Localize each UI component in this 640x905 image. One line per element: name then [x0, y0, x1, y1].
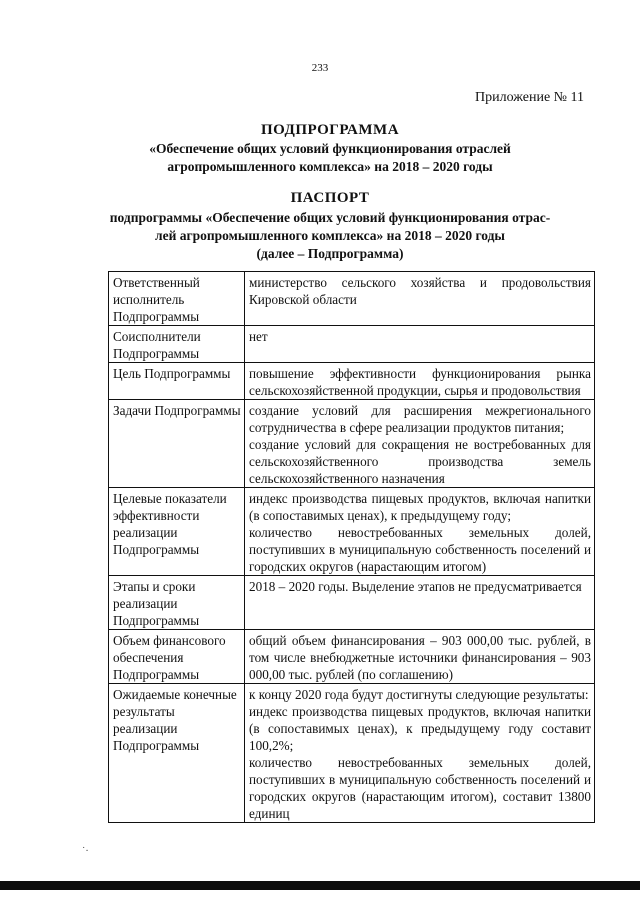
row-value	[245, 630, 595, 684]
row-label: Этапы и сроки реализации Подпрограммы	[109, 576, 245, 630]
table-row	[109, 400, 595, 488]
subprogram-title: ПОДПРОГРАММА	[260, 122, 400, 138]
row-value	[245, 363, 595, 400]
scan-speck: ˙·	[82, 846, 89, 857]
subprogram-name-line2: агропромышленного комплекса» на 2018 – 2020 годы	[167, 159, 493, 174]
value-paragraph: к концу 2020 года будут достигнуты следующие результаты:	[249, 687, 589, 702]
row-label: Ожидаемые конечные результаты реализации Подпрограммы	[109, 684, 245, 823]
value-paragraph: общий объем финансирования – 903 000,00 тыс. рублей, в том числе внебюджетные источники финансирования – 903 000,00 тыс. рублей (по соглашению)	[249, 633, 591, 682]
row-value	[245, 576, 595, 630]
table-row	[109, 576, 595, 630]
passport-subtitle-line2: лей агропромышленного комплекса» на 2018 – 2020 годы	[155, 228, 505, 243]
table-row	[109, 630, 595, 684]
row-label: Задачи Подпрограммы	[109, 400, 245, 488]
page-number: 233	[311, 62, 329, 74]
table-row	[109, 363, 595, 400]
subprogram-name-line1: «Обеспечение общих условий функционирования отраслей	[149, 141, 511, 156]
value-paragraph: индекс производства пищевых продуктов, включая напитки (в сопоставимых ценах), к предыдущему году составит 100,2%;	[249, 704, 591, 753]
scan-bottom-bar	[0, 881, 640, 890]
appendix-label: Приложение № 11	[475, 90, 584, 105]
passport-subtitle-line1: подпрограммы «Обеспечение общих условий функционирования отрас-	[109, 210, 551, 225]
value-paragraph: индекс производства пищевых продуктов, включая напитки (в сопоставимых ценах), к предыдущему году;	[249, 491, 591, 523]
row-label: Целевые показатели эффективности реализации Подпрограммы	[109, 488, 245, 576]
row-label: Соисполнители Подпрограммы	[109, 326, 245, 363]
value-paragraph: нет	[249, 329, 268, 344]
passport-subtitle-line3: (далее – Подпрограмма)	[256, 246, 404, 261]
row-label: Объем финансового обеспечения Подпрограммы	[109, 630, 245, 684]
row-value	[245, 488, 595, 576]
table-row	[109, 272, 595, 326]
value-paragraph: повышение эффективности функционирования рынка сельскохозяйственной продукции, сырья и продовольствия	[249, 366, 591, 398]
passport-table	[108, 271, 595, 823]
table-row	[109, 488, 595, 576]
value-paragraph: количество невостребованных земельных долей, поступивших в муниципальную собственность поселений и городских округов (нарастающим итогом)	[249, 525, 591, 574]
value-paragraph: количество невостребованных земельных долей, поступивших в муниципальную собственность поселений и городских округов (нарастающим итогом), составит 13800 единиц	[249, 755, 591, 821]
value-paragraph: создание условий для расширения межрегионального сотрудничества в сфере реализации продуктов питания;	[249, 403, 591, 435]
value-paragraph: министерство сельского хозяйства и продовольствия Кировской области	[249, 275, 591, 307]
passport-title: ПАСПОРТ	[290, 190, 370, 206]
table-row	[109, 326, 595, 363]
row-label: Ответственный исполнитель Подпрограммы	[109, 272, 245, 326]
row-label: Цель Подпрограммы	[109, 363, 245, 400]
row-value	[245, 400, 595, 488]
row-value	[245, 272, 595, 326]
row-value	[245, 684, 595, 823]
table-row	[109, 684, 595, 823]
value-paragraph: создание условий для сокращения не востребованных для сельскохозяйственного производства земель сельскохозяйственного назначения	[249, 437, 591, 486]
value-paragraph: 2018 – 2020 годы. Выделение этапов не предусматривается	[249, 579, 582, 594]
row-value	[245, 326, 595, 363]
